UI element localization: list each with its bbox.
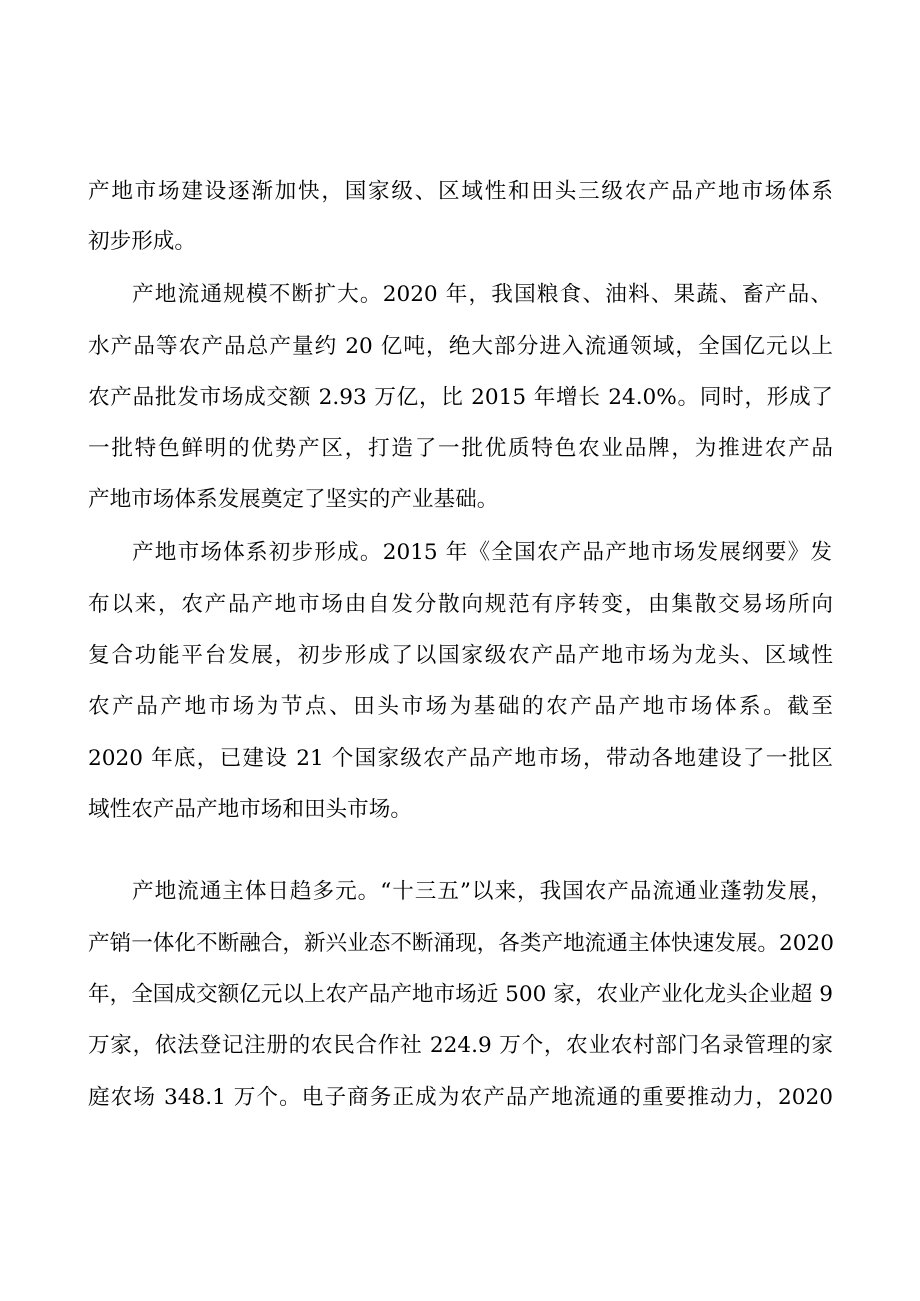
paragraph-line: 水产品等农产品总产量约 20 亿吨，绝大部分进入流通领域，全国亿元以上 <box>88 334 833 359</box>
paragraph-line: 复合功能平台发展，初步形成了以国家级农产品产地市场为龙头、区域性 <box>88 643 833 668</box>
paragraph-line: 域性农产品产地市场和田头市场。 <box>88 797 412 822</box>
paragraph-line: 年，全国成交额亿元以上农产品产地市场近 500 家，农业产业化龙头企业超 9 <box>88 982 833 1007</box>
paragraph-line: 庭农场 348.1 万个。电子商务正成为农产品产地流通的重要推动力，2020 <box>88 1085 833 1110</box>
paragraph-line: 农产品产地市场为节点、田头市场为基础的农产品产地市场体系。截至 <box>88 694 833 719</box>
paragraph-line: 布以来，农产品产地市场由自发分散向规范有序转变，由集散交易场所向 <box>88 592 833 617</box>
paragraph-line: 初步形成。 <box>88 229 196 254</box>
paragraph-line: 2020 年底，已建设 21 个国家级农产品产地市场，带动各地建设了一批区 <box>88 746 833 771</box>
paragraph-line: 产地市场体系发展奠定了坚实的产业基础。 <box>88 487 499 512</box>
paragraph-line: 产地市场建设逐渐加快，国家级、区域性和田头三级农产品产地市场体系 <box>88 179 833 204</box>
paragraph-line: 产地市场体系初步形成。2015 年《全国农产品产地市场发展纲要》发 <box>132 540 832 565</box>
paragraph-line: 农产品批发市场成交额 2.93 万亿，比 2015 年增长 24.0%。同时，形成了 <box>88 385 833 410</box>
paragraph-line: 万家，依法登记注册的农民合作社 224.9 万个，农业农村部门名录管理的家 <box>88 1033 833 1058</box>
paragraph-line: 产地流通规模不断扩大。2020 年，我国粮食、油料、果蔬、畜产品、 <box>132 282 832 307</box>
paragraph-line: 一批特色鲜明的优势产区，打造了一批优质特色农业品牌，为推进农产品 <box>88 436 833 461</box>
paragraph-line: 产地流通主体日趋多元。“十三五”以来，我国农产品流通业蓬勃发展， <box>132 879 832 904</box>
paragraph-line: 产销一体化不断融合，新兴业态不断涌现，各类产地流通主体快速发展。2020 <box>88 931 834 956</box>
